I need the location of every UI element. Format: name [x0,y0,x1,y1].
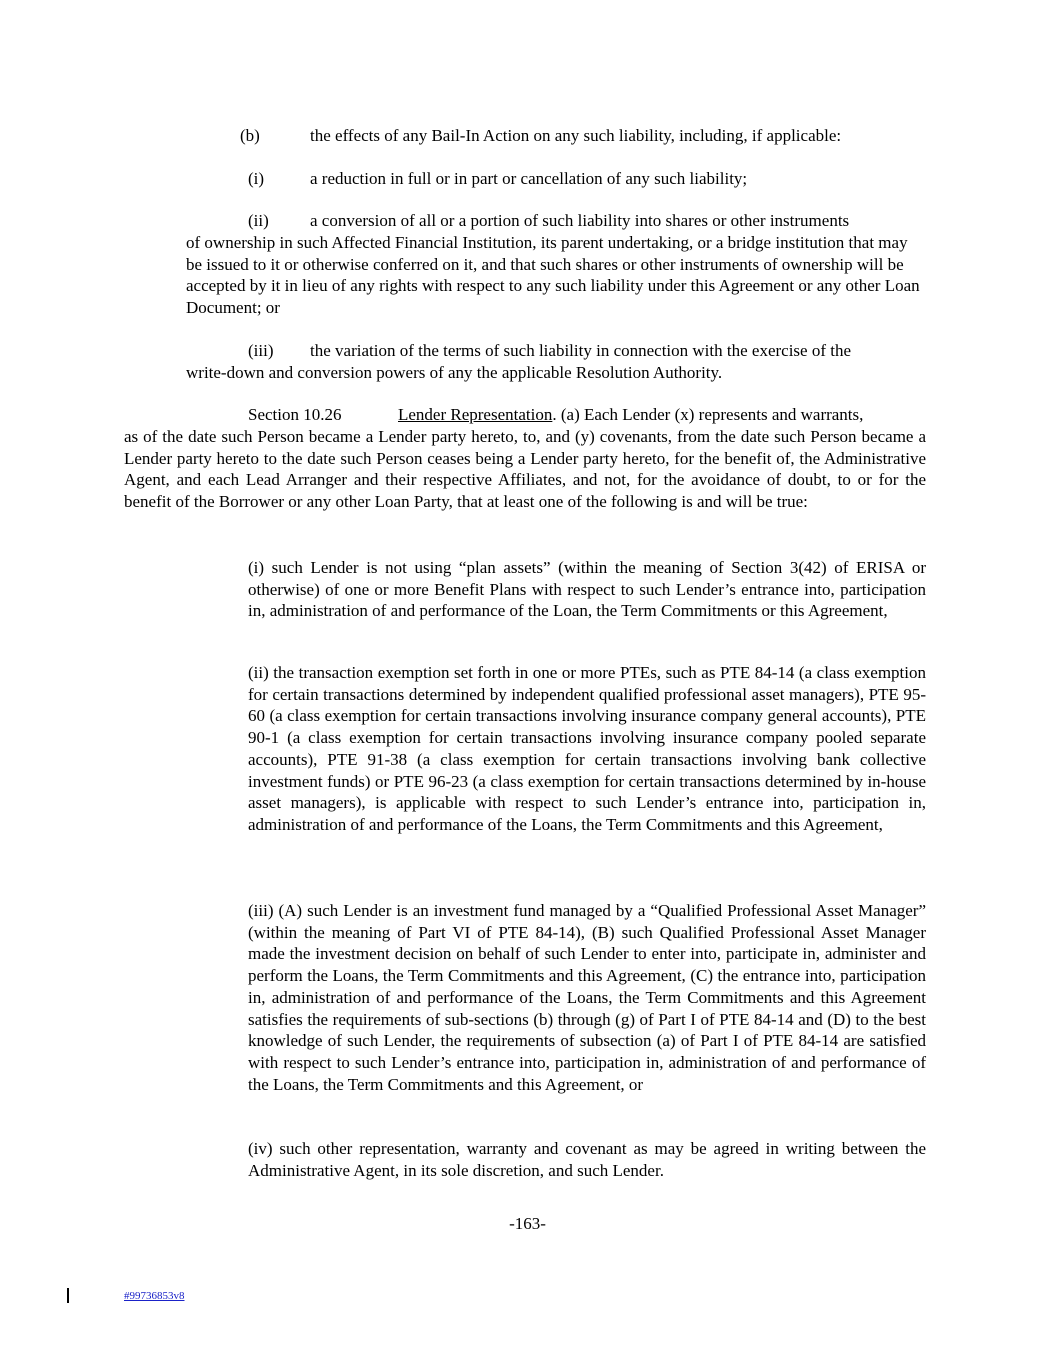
clause-i: (i) such Lender is not using “plan assets” (within the meaning of Section 3(42) of ERISA or otherwise) of one or more Benefit Plans with respect to such Lender’s entrance into, participation in, administration of and performance of the Loan, the Term Commitments or this Agreement, [248,558,926,621]
section-title-group [398,404,863,426]
clause-iii: (iii) (A) such Lender is an investment fund managed by a “Qualified Professional Asset Manager” (within the meaning of Part VI of PTE 84-14), (B) such Qualified Professional Asset Manager made the investment decision on behalf of such Lender to enter into, participate in, administer and perform the Loans, the Term Commitments and this Agreement, (C) the entrance into, participation in, administration of and performance of the Loans, the Term Commitments and this Agreement satisfies the requirements of sub-sections (b) through (g) of Part I of PTE 84-14 and (D) to the best knowledge of such Lender, the requirements of subsection (a) of Part I of PTE 84-14 are satisfied with respect to such Lender’s entrance into, participation in, administration of and performance of the Loans, the Term Commitments and this Agreement, or [248,901,926,1094]
item-ii-rest: of ownership in such Affected Financial Institution, its parent undertaking, or a bridge institution that may be issued to it or otherwise conferred on it, and that such shares or other instruments of ownership will be accepted by it in lieu of any rights with respect to any such liability under this Agreement or any other Loan Document; or [186,233,920,318]
item-iii-text: the variation of the terms of such liability in connection with the exercise of the [310,341,852,360]
section-body: as of the date such Person became a Lender party hereto, to, and (y) covenants, from the date such Person became a Lender party hereto to the date such Person ceases being a Lender party hereto, for the benefit of, the Administrative Agent, and each Lead Arranger and their respective Affiliates, and not, for the avoidance of doubt, to or for the benefit of the Borrower or any other Loan Party, that at least one of the following is and will be true: [124,427,926,512]
item-i [248,168,748,190]
clause-ii: (ii) the transaction exemption set forth in one or more PTEs, such as PTE 84-14 (a class exemption for certain transactions determined by independent qualified professional asset managers), PTE 95-60 (a class exemption for certain transactions involving insurance company general accounts), PTE 90-1 (a class exemption for certain transactions involving insurance company pooled separate accounts), PTE 91-38 (a class exemption for certain transactions involving bank collective investment funds) or PTE 96-23 (a class exemption for certain transactions determined by in-house asset managers), is applicable with respect to such Lender’s entrance into, participation in, administration of and performance of the Loans, the Term Commitments and this Agreement, [248,663,926,834]
section-title: Lender Representation [398,405,553,424]
item-ii-first-line [248,210,850,232]
section-first-line: . (a) Each Lender (x) represents and warrants, [552,405,864,424]
item-iii-rest: write-down and conversion powers of any the applicable Resolution Authority. [186,363,723,382]
item-i-text: a reduction in full or in part or cancellation of any such liability; [310,169,748,188]
revision-bar [67,1288,69,1303]
item-ii-text: a conversion of all or a portion of such liability into shares or other instruments [310,211,850,230]
item-b [240,125,842,147]
item-b-label: (b) [240,126,260,145]
item-i-label: (i) [248,169,265,188]
section-number: Section 10.26 [248,405,342,424]
page-number: -163- [509,1214,546,1233]
document-id-link[interactable]: #99736853v8 [124,1290,185,1302]
clause-iv: (iv) such other representation, warranty and covenant as may be agreed in writing between the Administrative Agent, in its sole discretion, and such Lender. [248,1139,926,1180]
item-iii-first-line [248,340,852,362]
item-ii-label: (ii) [248,211,269,230]
item-b-text: the effects of any Bail-In Action on any such liability, including, if applicable: [310,126,842,145]
item-iii-label: (iii) [248,341,274,360]
section-heading-line [248,404,864,426]
